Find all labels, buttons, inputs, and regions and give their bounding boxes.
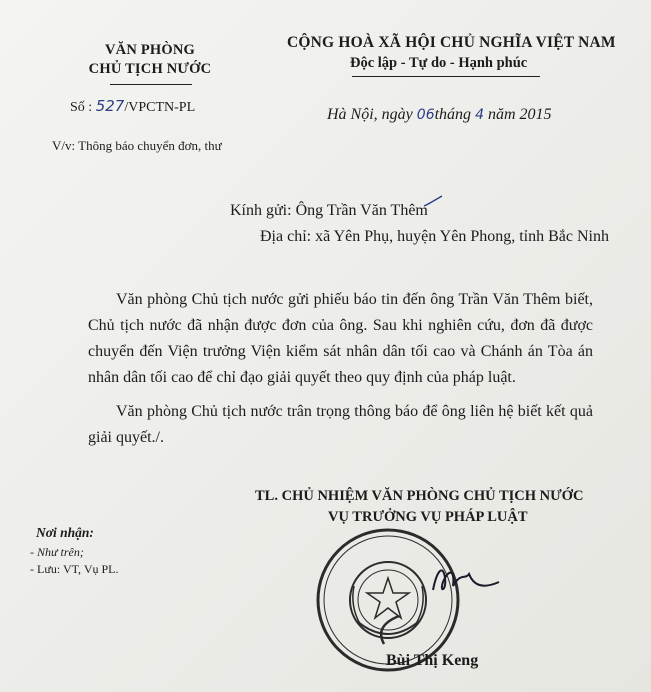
recipients-item-1: - Như trên;: [30, 545, 84, 559]
org-name-line2: CHỦ TỊCH NƯỚC: [88, 61, 212, 77]
signature-title-line2: VỤ TRƯỞNG VỤ PHÁP LUẬT: [328, 509, 528, 525]
document-number: [70, 97, 195, 116]
doc-number-handwritten: 527: [95, 97, 125, 115]
org-name-line1: VĂN PHÒNG: [104, 42, 195, 58]
republic-title: CỘNG HOÀ XÃ HỘI CHỦ NGHĨA VIỆT NAM: [287, 34, 616, 51]
date-suffix: năm 2015: [483, 106, 552, 123]
recipient-address: Địa chỉ: xã Yên Phụ, huyện Yên Phong, tỉnh Bắc Ninh: [260, 228, 609, 245]
date-day-handwritten: 06: [416, 107, 435, 123]
recipients-label: Nơi nhận:: [36, 525, 94, 540]
doc-number-prefix: Số :: [70, 100, 96, 115]
pen-tick-mark-icon: [422, 194, 444, 210]
recipient-line: Kính gửi: Ông Trần Văn Thêm: [230, 202, 428, 219]
date-mid: tháng: [434, 106, 476, 123]
body-paragraph-2: Văn phòng Chủ tịch nước trân trọng thông báo để ông liên hệ biết kết quả giải quyết./.: [88, 403, 593, 446]
handwritten-signature-icon: [425, 560, 505, 600]
signature-title-line1: TL. CHỦ NHIỆM VĂN PHÒNG CHỦ TỊCH NƯỚC: [255, 488, 584, 504]
national-motto: Độc lập - Tự do - Hạnh phúc: [350, 55, 528, 71]
body-paragraph-1: Văn phòng Chủ tịch nước gửi phiếu báo tin đến ông Trần Văn Thêm biết, Chủ tịch nước đã nhận được đơn của ông. Sau khi nghiên cứu, đơn đã được chuyển đến Viện trưởng Viện kiểm sát nhân dân tối cao và Chánh án Tòa án nhân dân tối cao để chỉ đạo giải quyết theo quy định của pháp luật.: [88, 291, 593, 386]
motto-underline: [352, 76, 540, 77]
doc-number-suffix: /VPCTN-PL: [124, 100, 196, 115]
recipients-item-2: - Lưu: VT, Vụ PL.: [30, 562, 119, 576]
org-underline: [110, 84, 192, 85]
signer-name: Bùi Thị Keng: [386, 652, 479, 669]
subject-line: V/v: Thông báo chuyển đơn, thư: [52, 138, 222, 153]
date-month-handwritten: 4: [475, 107, 484, 123]
date-line: [327, 106, 552, 124]
date-prefix: Hà Nội, ngày: [327, 106, 417, 123]
